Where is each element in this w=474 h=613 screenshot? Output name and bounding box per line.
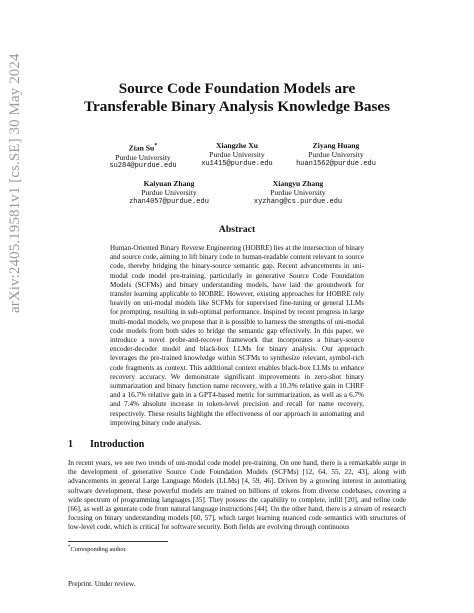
section-title: Introduction (90, 439, 145, 450)
paper-title: Source Code Foundation Models are Transferable Binary Analysis Knowledge Bases (83, 80, 391, 115)
author-affiliation: Purdue University (209, 150, 265, 160)
section-number: 1 (68, 439, 73, 450)
author-email[interactable]: xu1415@purdue.edu (201, 159, 273, 168)
author-affiliation: Purdue University (141, 188, 197, 198)
author-email[interactable]: huan1562@purdue.edu (296, 159, 376, 168)
abstract-text: Human-Oriented Binary Reverse Engineering (HOBRE) lies at the intersection of binary and source code, aiming to lift binary code to human-readable content relevant to source code, thereby bridging the binary-source semantic gap. Recent advancements in uni-modal code model pre-training, particularly in generative Source Code Foundation Models (SCFMs) and binary understanding models, have laid the groundwork for transfer learning applicable to HOBRE. However, existing approaches for HOBRE rely heavily on uni-modal models like SCFMs for supervised fine-tuning or general LLMs for prompting, resulting in sub-optimal performance. Inspired by recent progress in large multi-modal models, we propose that it is possible to harness the strengths of uni-modal code models from both sides to bridge the semantic gap effectively. In this paper, we introduce a novel probe-and-recover framework that incorporates a binary-source encoder-decoder model and black-box LLMs for binary analysis. Our approach leverages the pre-trained knowledge within SCFMs to synthesize relevant, symbol-rich code fragments as context. This additional context enables black-box LLMs to enhance recovery accuracy. We demonstrate significant improvements in zero-shot binary summarization and binary function name recovery, with a 10.3% relative gain in CHRF and a 16.7% relative gain in a GPT4-based metric for summarization, as well as a 6.7% and 7.4% absolute increase in token-level precision and recall for name recovery, respectively. These results highlight the effectiveness of our approach in automating and improving binary code analysis. (110, 244, 364, 427)
author-name: Xiangyu Zhang (272, 179, 324, 188)
author-email[interactable]: zhan4057@purdue.edu (129, 197, 209, 206)
author-affiliation: Purdue University (115, 152, 171, 162)
author-name: Kaiyuan Zhang (143, 179, 195, 188)
footnote (68, 545, 127, 553)
author-name: Xiangzhe Xu (216, 141, 258, 150)
footnote-mark: * (68, 545, 71, 550)
author-name: Zian Su* (128, 142, 158, 153)
author-affiliation: Purdue University (270, 188, 326, 198)
introduction-text: In recent years, we see two trends of uni-modal code model pre-training. On one hand, there is a remarkable surge in the development of generative Source Code Foundation Models (SCFMs) [12, 64, 55, 22, 43], along with advancements in general Large Language Models (LLMs) [4, 59, 46]. Driven by a growing interest in automating software development, these powerful models are trained on billions of tokens from diverse codebases, covering a wide spectrum of programming languages [35]. They possess the capability to complete, infill [20], and refine code [66], as well as generate code from natural language instructions [44]. On the other hand, there is a stream of research focusing on binary understanding models [60, 57], which target learning nuanced code semantics with structures of low-level code, which is critical for software security. Both fields are evolving through continuous (68, 459, 406, 532)
author-footnote-mark: * (154, 142, 158, 149)
author-affiliation: Purdue University (308, 150, 364, 160)
author-email[interactable]: xyzhang@cs.purdue.edu (253, 197, 343, 206)
page-footer: Preprint. Under review. (68, 580, 136, 588)
section-heading (68, 439, 144, 450)
footnote-divider (68, 541, 168, 542)
author-name: Ziyang Huang (312, 141, 360, 150)
footnote-text: Corresponding author. (70, 546, 127, 554)
arxiv-identifier[interactable]: arXiv:2405.19581v1 [cs.SE] 30 May 2024 (7, 53, 23, 313)
abstract-heading: Abstract (218, 224, 256, 235)
author-block (94, 179, 244, 207)
author-block (223, 179, 373, 207)
author-email[interactable]: su284@purdue.edu (109, 162, 177, 171)
author-block (261, 141, 411, 169)
